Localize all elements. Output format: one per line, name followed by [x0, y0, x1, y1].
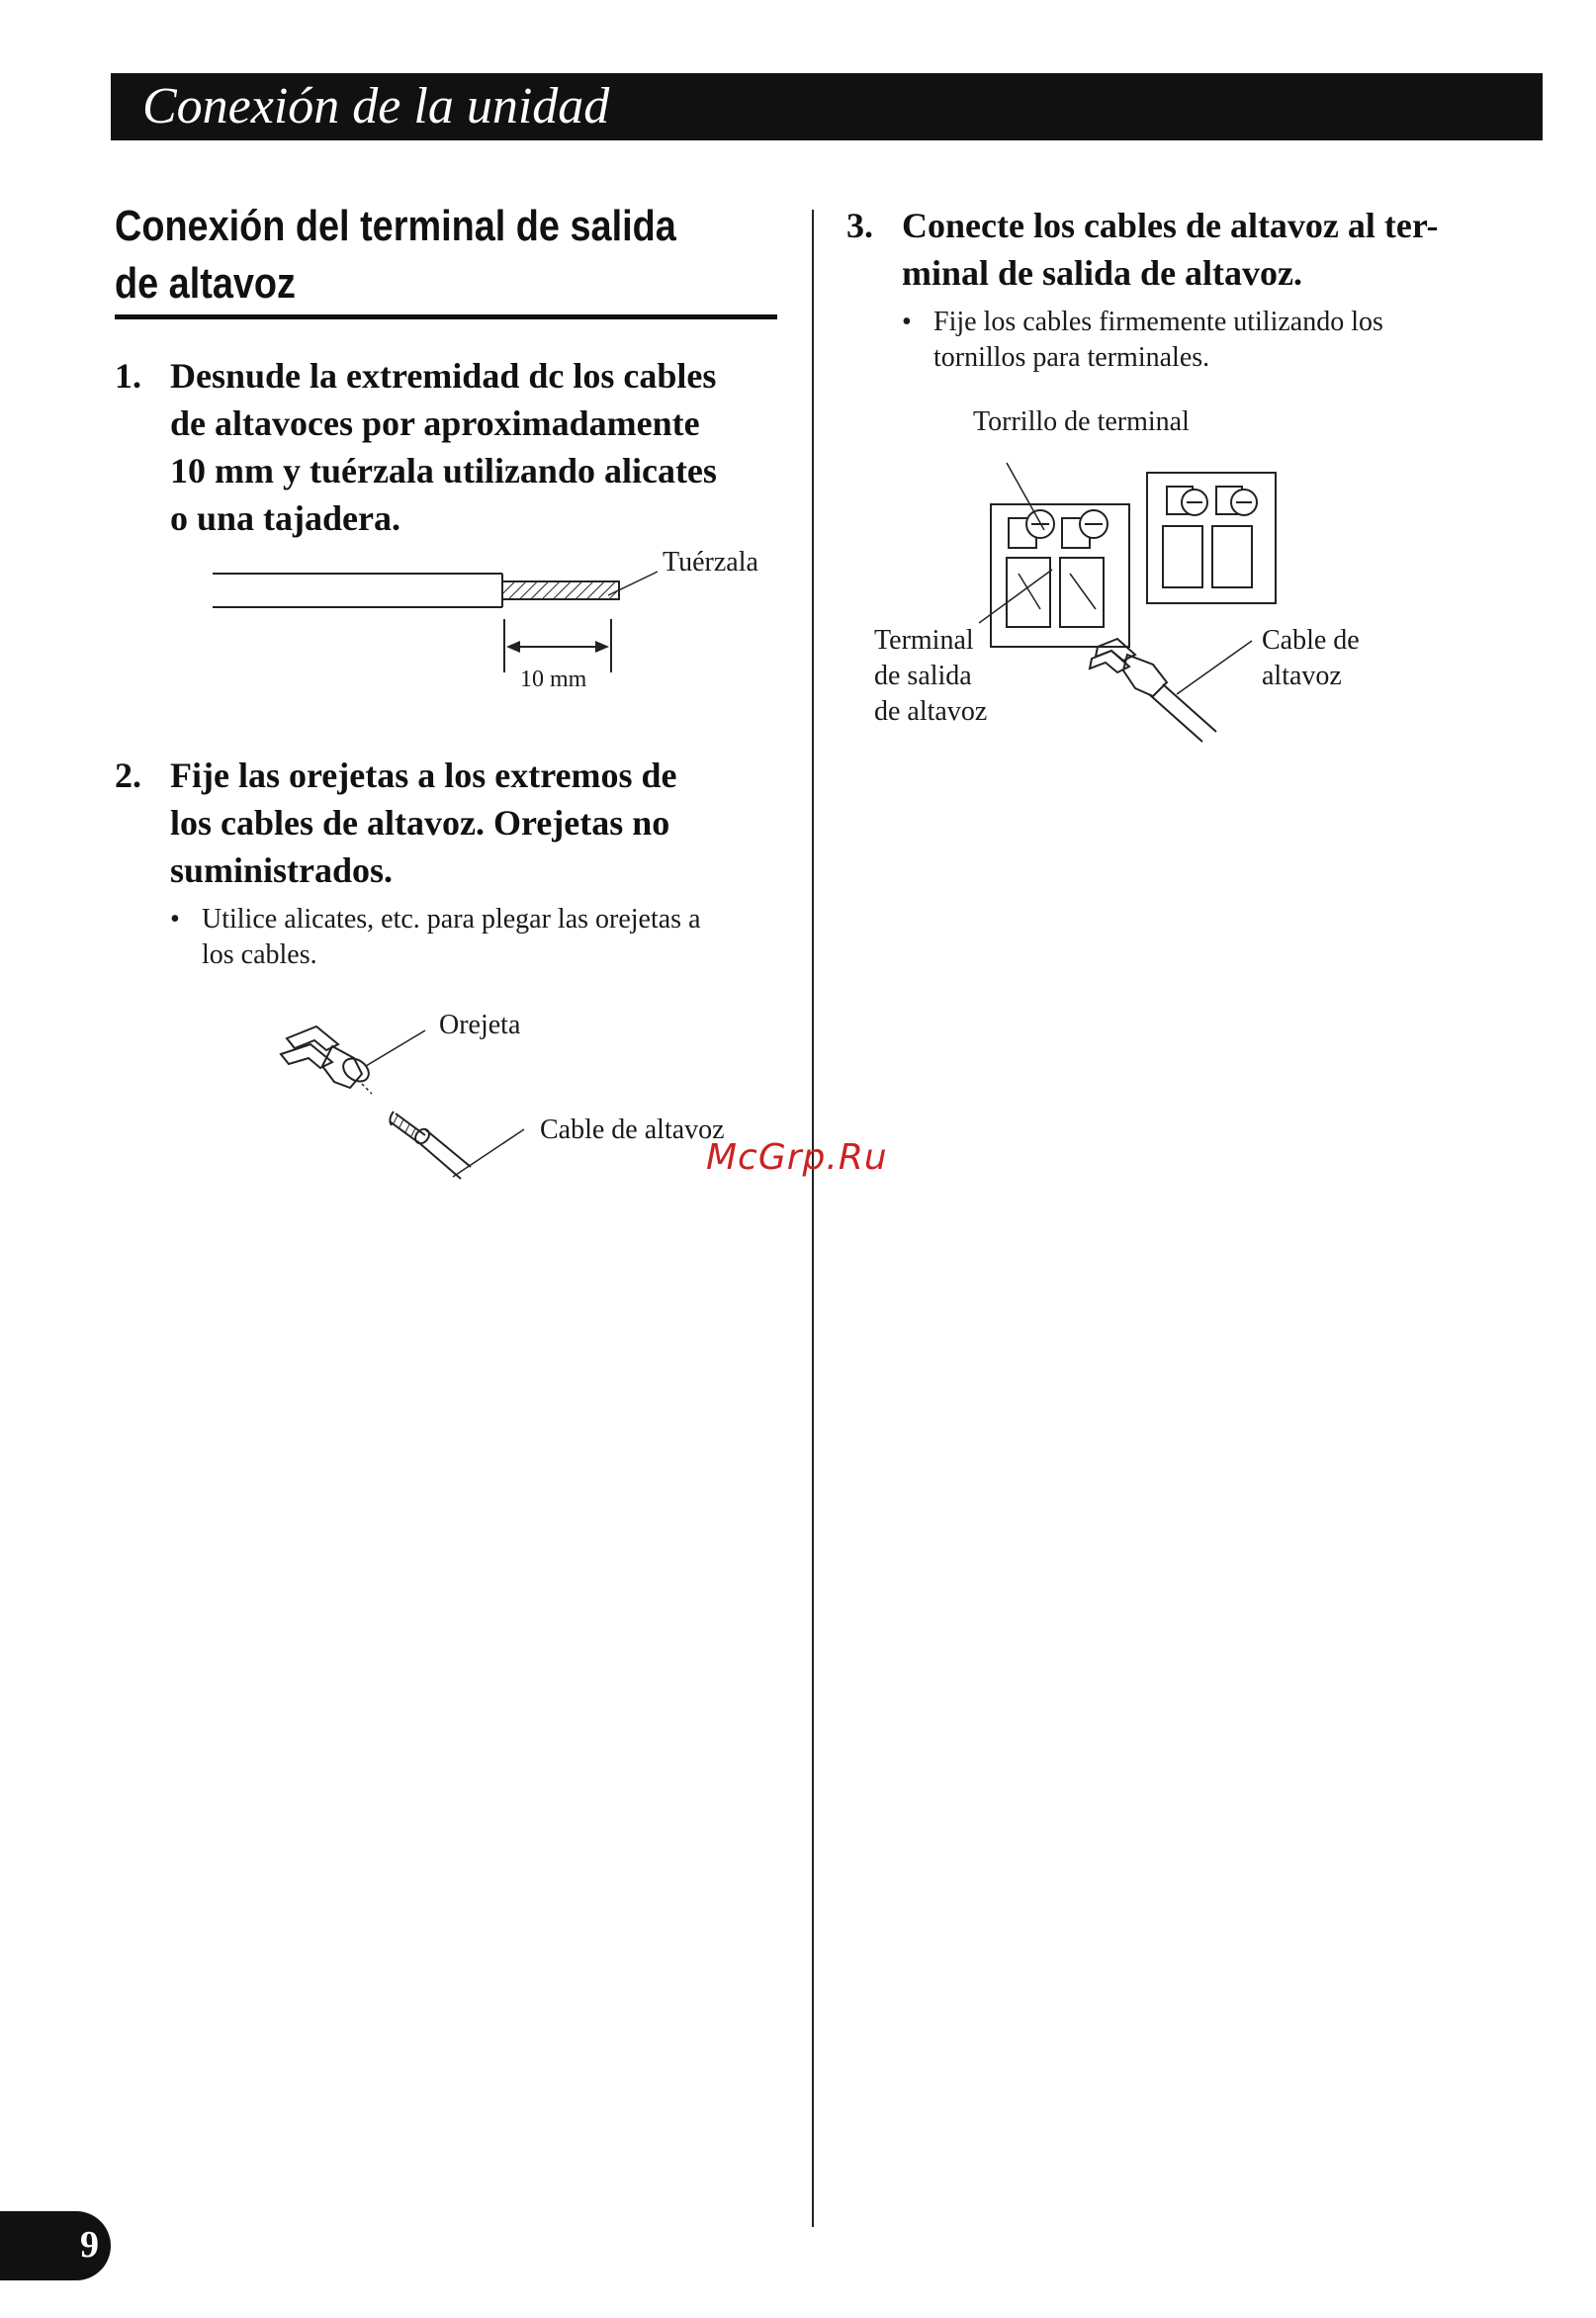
lug-icon [281, 1026, 373, 1088]
step-line: 10 mm y tuérzala utilizando alicates [170, 451, 717, 490]
step-3 [846, 202, 1539, 301]
step-line: Fije las orejetas a los extremos de [170, 756, 677, 795]
terminal-label-line: de salida [874, 661, 972, 691]
twist-leader-line [603, 570, 663, 599]
heading-rule [115, 314, 777, 319]
step-text [902, 202, 1439, 297]
terminal-block-figure [979, 435, 1315, 752]
note-line: Fije los cables firmemente utilizando los [933, 307, 1383, 337]
step-number: 3. [846, 206, 873, 245]
lug-label: Orejeta [439, 1010, 521, 1040]
step-line: suministrados. [170, 850, 394, 890]
section-heading [115, 198, 693, 312]
step-text [170, 752, 677, 894]
terminal-block-front [991, 504, 1129, 647]
spade-lug-icon [1090, 639, 1216, 742]
step-line: Desnude la extremidad dc los cables [170, 356, 717, 396]
page-number: 9 [80, 2224, 99, 2266]
terminal-block-back [1147, 473, 1276, 603]
note-line: los cables. [202, 939, 317, 970]
column-divider [812, 210, 814, 2227]
step-line: Conecte los cables de altavoz al ter- [902, 206, 1439, 245]
speaker-cable-label [1262, 623, 1360, 694]
cable-label-line: Cable de [1262, 625, 1360, 656]
step-text [170, 352, 717, 542]
page-banner [111, 73, 1543, 140]
terminal-label-line: Terminal [874, 625, 974, 656]
terminal-label-line: de altavoz [874, 696, 988, 727]
step-line: o una tajadera. [170, 498, 400, 538]
note-line: Utilice alicates, etc. para plegar las orejetas a [202, 904, 701, 935]
step-2 [115, 752, 807, 900]
section-heading-line-1: Conexión del terminal de salida [115, 202, 676, 250]
watermark: McGrp.Ru [706, 1137, 888, 1178]
terminal-label [874, 623, 987, 730]
step-line: minal de salida de altavoz. [902, 253, 1303, 293]
twist-label: Tuérzala [663, 547, 758, 578]
step-1 [115, 352, 807, 550]
step-line: de altavoces por aproximadamente [170, 403, 700, 443]
cable-label-line: altavoz [1262, 661, 1342, 691]
step-line: los cables de altavoz. Orejetas no [170, 803, 670, 843]
section-heading-line-2: de altavoz [115, 259, 296, 308]
cable-label: Cable de altavoz [540, 1114, 725, 1145]
banner-title: Conexión de la unidad [142, 78, 610, 134]
note-line: tornillos para terminales. [933, 342, 1210, 373]
page-number-tab [0, 2211, 111, 2280]
step-number: 1. [115, 356, 141, 396]
screw-label: Torrillo de terminal [973, 406, 1190, 437]
bullet-icon: • [170, 904, 180, 935]
twisted-core [502, 581, 619, 599]
lug-cable-figure [277, 1019, 544, 1197]
note-text [933, 305, 1383, 376]
cable-icon [390, 1112, 471, 1179]
lug-leader-line [366, 1030, 425, 1066]
note-text [202, 902, 701, 973]
cable-leader-line [1177, 641, 1252, 694]
length-label: 10 mm [520, 667, 587, 692]
cable-leader-line [453, 1129, 524, 1177]
bullet-icon: • [902, 307, 912, 337]
step-number: 2. [115, 756, 141, 795]
